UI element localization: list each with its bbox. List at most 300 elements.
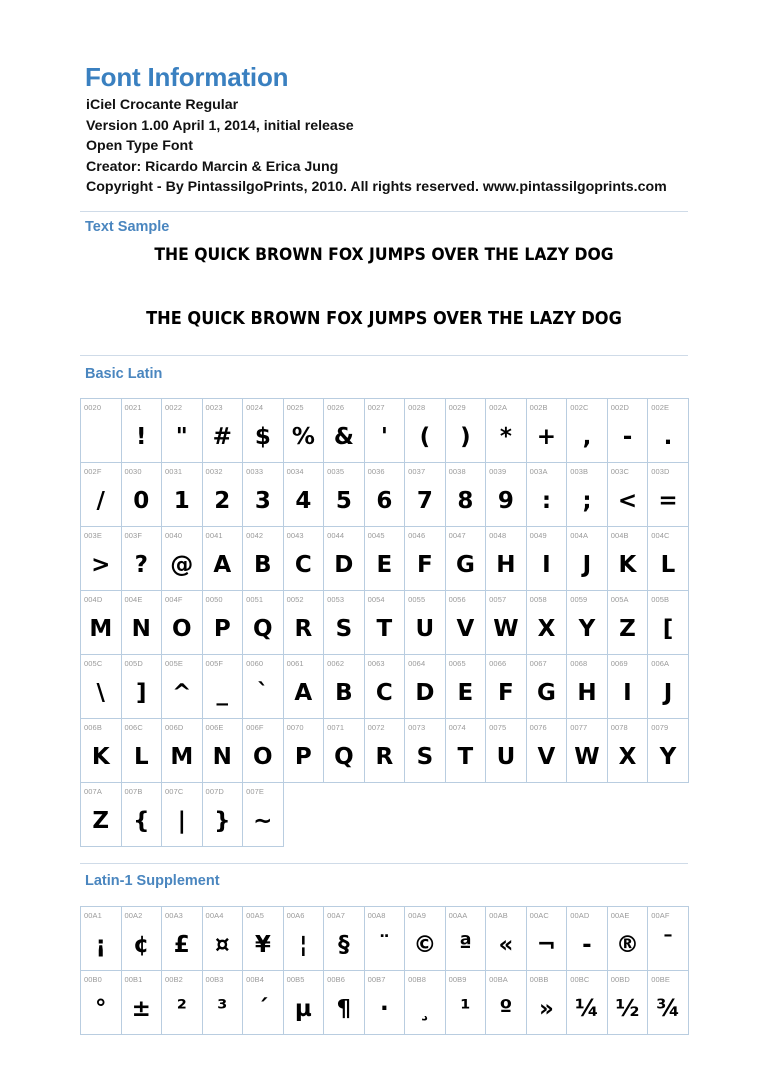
glyph-char: Z: [92, 808, 110, 834]
glyph-code: 00A3: [165, 911, 183, 920]
glyph-code: 0074: [448, 723, 466, 732]
glyph-cell: [122, 971, 163, 1035]
glyph-code: 0034: [286, 467, 304, 476]
glyph-char: ,: [582, 424, 592, 450]
glyph-cell: [608, 463, 649, 527]
glyph-char: >: [91, 552, 111, 578]
glyph-cell: [243, 655, 284, 719]
glyph-cell: [486, 907, 527, 971]
glyph-char: P: [294, 744, 312, 770]
glyph-cell: [243, 527, 284, 591]
glyph-cell: [608, 907, 649, 971]
glyph-char: Z: [619, 616, 636, 642]
glyph-cell: [203, 591, 244, 655]
glyph-code: 004F: [165, 595, 183, 604]
glyph-cell: [446, 527, 487, 591]
glyph-code: 002E: [651, 403, 670, 412]
glyph-code: 0073: [408, 723, 426, 732]
glyph-code: 0037: [408, 467, 426, 476]
glyph-cell: [203, 527, 244, 591]
glyph-cell: [243, 971, 284, 1035]
glyph-cell: [203, 971, 244, 1035]
glyph-code: 002C: [570, 403, 589, 412]
glyph-code: 0039: [489, 467, 507, 476]
glyph-cell: [243, 399, 284, 463]
basic-latin-heading: Basic Latin: [85, 366, 163, 382]
page-title: Font Information: [85, 62, 289, 92]
glyph-char: 8: [457, 488, 474, 514]
glyph-char: «: [498, 932, 514, 958]
glyph-cell: [324, 591, 365, 655]
section-divider: [80, 863, 688, 864]
glyph-cell: [527, 655, 568, 719]
glyph-code: 005D: [124, 659, 143, 668]
glyph-cell: [284, 971, 325, 1035]
glyph-char: 7: [416, 488, 433, 514]
glyph-code: 0023: [205, 403, 223, 412]
glyph-char: 9: [497, 488, 514, 514]
glyph-cell: [648, 591, 689, 655]
glyph-code: 0061: [286, 659, 304, 668]
glyph-cell: [405, 463, 446, 527]
glyph-code: 0076: [529, 723, 547, 732]
glyph-code: 002F: [84, 467, 102, 476]
glyph-cell: [486, 527, 527, 591]
glyph-code: 0063: [367, 659, 385, 668]
glyph-code: 00BB: [529, 975, 549, 984]
glyph-code: 0044: [327, 531, 345, 540]
glyph-cell: [648, 399, 689, 463]
glyph-cell: [486, 971, 527, 1035]
glyph-char: O: [253, 744, 273, 770]
glyph-code: 003B: [570, 467, 589, 476]
glyph-char: Q: [334, 744, 354, 770]
glyph-cell: [122, 655, 163, 719]
glyph-code: 00A4: [205, 911, 224, 920]
glyph-code: 004E: [124, 595, 143, 604]
glyph-char: |: [177, 808, 186, 834]
glyph-code: 007B: [124, 787, 143, 796]
glyph-code: 0066: [489, 659, 507, 668]
glyph-code: 0069: [610, 659, 628, 668]
glyph-code: 0079: [651, 723, 669, 732]
glyph-code: 0067: [529, 659, 547, 668]
glyph-char: =: [658, 488, 678, 514]
glyph-cell: [567, 719, 608, 783]
glyph-cell: [81, 971, 122, 1035]
text-sample-line-1: THE QUICK BROWN FOX JUMPS OVER THE LAZY DOG: [154, 245, 614, 265]
glyph-char: 5: [335, 488, 352, 514]
glyph-code: 0065: [448, 659, 466, 668]
glyph-cell: [608, 527, 649, 591]
glyph-cell: [122, 463, 163, 527]
glyph-cell: [243, 463, 284, 527]
glyph-code: 0045: [367, 531, 385, 540]
glyph-char: E: [376, 552, 393, 578]
glyph-cell: [446, 719, 487, 783]
glyph-char: G: [455, 552, 475, 578]
glyph-code: 005E: [165, 659, 183, 668]
glyph-code: 0043: [286, 531, 304, 540]
glyph-char: ¹: [460, 996, 471, 1022]
glyph-cell: [405, 527, 446, 591]
glyph-char: [: [662, 616, 674, 642]
glyph-cell: [567, 399, 608, 463]
glyph-code: 00B5: [286, 975, 305, 984]
glyph-char: ¨: [378, 932, 391, 958]
glyph-code: 006D: [165, 723, 184, 732]
glyph-cell: [243, 591, 284, 655]
glyph-code: 003A: [529, 467, 548, 476]
glyph-char: K: [91, 744, 110, 770]
glyph-code: 003F: [124, 531, 143, 540]
font-version: Version 1.00 April 1, 2014, initial release: [86, 117, 354, 134]
glyph-char: J: [582, 552, 592, 578]
glyph-char: C: [294, 552, 312, 578]
glyph-cell: [81, 719, 122, 783]
glyph-char: F: [498, 680, 514, 706]
glyph-char: H: [577, 680, 597, 706]
section-divider: [80, 355, 688, 356]
glyph-code: 004C: [651, 531, 670, 540]
glyph-char: *: [499, 424, 512, 450]
glyph-code: 0050: [205, 595, 223, 604]
glyph-char: H: [496, 552, 516, 578]
glyph-code: 0047: [448, 531, 466, 540]
glyph-cell: [446, 971, 487, 1035]
glyph-code: 00AD: [570, 911, 590, 920]
glyph-cell: [162, 463, 203, 527]
glyph-cell: [446, 591, 487, 655]
glyph-code: 002D: [610, 403, 630, 412]
glyph-code: 004A: [570, 531, 589, 540]
glyph-cell: [405, 907, 446, 971]
glyph-code: 0041: [205, 531, 223, 540]
latin1-supplement-grid: [80, 906, 689, 1035]
glyph-cell: [446, 907, 487, 971]
glyph-cell: [324, 907, 365, 971]
glyph-code: 00AC: [529, 911, 549, 920]
glyph-cell: [284, 463, 325, 527]
glyph-char: ;: [582, 488, 592, 514]
glyph-code: 00B1: [124, 975, 143, 984]
glyph-cell: [81, 783, 122, 847]
text-sample-heading: Text Sample: [85, 219, 170, 235]
glyph-code: 0032: [205, 467, 223, 476]
glyph-char: _: [216, 680, 229, 706]
glyph-code: 0071: [327, 723, 345, 732]
glyph-code: 0077: [570, 723, 588, 732]
glyph-code: 00BA: [489, 975, 508, 984]
glyph-char: ¢: [133, 932, 150, 958]
glyph-code: 006A: [651, 659, 670, 668]
glyph-cell: [446, 463, 487, 527]
font-info-block: [86, 95, 667, 198]
font-type: Open Type Font: [86, 138, 193, 154]
glyph-code: 007E: [246, 787, 264, 796]
text-sample-line-2: THE QUICK BROWN FOX JUMPS OVER THE LAZY DOG: [146, 308, 622, 329]
glyph-cell: [405, 719, 446, 783]
glyph-code: 0052: [286, 595, 304, 604]
glyph-char: W: [574, 744, 600, 770]
glyph-cell: [162, 591, 203, 655]
glyph-code: 005C: [84, 659, 103, 668]
glyph-char: L: [660, 552, 676, 578]
glyph-code: 00B4: [246, 975, 264, 984]
glyph-cell: [648, 527, 689, 591]
font-creator: Creator: Ricardo Marcin & Erica Jung: [86, 158, 339, 175]
glyph-code: 0064: [408, 659, 426, 668]
glyph-cell: [162, 655, 203, 719]
glyph-cell: [527, 399, 568, 463]
glyph-char: L: [133, 744, 149, 770]
glyph-cell: [162, 719, 203, 783]
glyph-code: 00AB: [489, 911, 508, 920]
glyph-cell: [81, 907, 122, 971]
glyph-cell: [527, 463, 568, 527]
glyph-code: 006B: [84, 723, 102, 732]
glyph-code: 00B3: [205, 975, 224, 984]
glyph-cell: [648, 971, 689, 1035]
glyph-code: 0028: [408, 403, 426, 412]
glyph-code: 0027: [367, 403, 385, 412]
glyph-cell: [365, 463, 406, 527]
glyph-char: W: [493, 616, 519, 642]
glyph-cell: [486, 655, 527, 719]
glyph-code: 0035: [327, 467, 345, 476]
glyph-char: ¥: [254, 932, 271, 958]
glyph-cell: [243, 719, 284, 783]
glyph-cell: [284, 399, 325, 463]
glyph-code: 0024: [246, 403, 264, 412]
glyph-cell: [567, 527, 608, 591]
glyph-char: }: [214, 808, 231, 834]
glyph-char: ?: [134, 552, 148, 578]
glyph-code: 006E: [205, 723, 224, 732]
glyph-char: ¯: [662, 932, 674, 958]
glyph-code: 0059: [570, 595, 588, 604]
glyph-char: .: [663, 424, 673, 450]
glyph-code: 005B: [651, 595, 670, 604]
glyph-char: B: [254, 552, 272, 578]
glyph-cell: [567, 907, 608, 971]
glyph-cell: [405, 399, 446, 463]
glyph-cell: [567, 655, 608, 719]
glyph-cell: [608, 971, 649, 1035]
glyph-char: !: [136, 424, 147, 450]
glyph-cell: [648, 907, 689, 971]
glyph-cell: [567, 463, 608, 527]
glyph-char: C: [375, 680, 393, 706]
glyph-cell: [203, 463, 244, 527]
glyph-char: @: [170, 552, 194, 578]
glyph-char: ': [380, 424, 388, 450]
glyph-cell: [608, 655, 649, 719]
glyph-code: 002A: [489, 403, 508, 412]
glyph-char: /: [96, 488, 105, 514]
font-name: iCiel Crocante Regular: [86, 97, 239, 113]
glyph-code: 0075: [489, 723, 507, 732]
glyph-code: 003D: [651, 467, 670, 476]
glyph-cell: [122, 527, 163, 591]
glyph-char: S: [335, 616, 353, 642]
glyph-code: 007A: [84, 787, 102, 796]
glyph-code: 0046: [408, 531, 426, 540]
glyph-char: ¦: [299, 932, 308, 958]
glyph-code: 00BD: [610, 975, 630, 984]
glyph-cell: [567, 591, 608, 655]
glyph-char: O: [172, 616, 192, 642]
glyph-code: 0029: [448, 403, 466, 412]
glyph-code: 00AE: [610, 911, 630, 920]
glyph-char: E: [457, 680, 474, 706]
glyph-char: K: [618, 552, 637, 578]
glyph-cell: [122, 399, 163, 463]
glyph-cell: [365, 527, 406, 591]
glyph-cell: [486, 399, 527, 463]
font-copyright: Copyright - By PintassilgoPrints, 2010. All rights reserved. www.pintassilgoprints.com: [86, 179, 667, 195]
glyph-code: 00BE: [651, 975, 670, 984]
glyph-char: T: [376, 616, 393, 642]
glyph-cell: [365, 655, 406, 719]
glyph-char: ´: [257, 996, 269, 1022]
glyph-code: 0048: [489, 531, 507, 540]
glyph-char: :: [541, 488, 552, 514]
glyph-char: 3: [254, 488, 271, 514]
glyph-cell: [162, 399, 203, 463]
glyph-code: 00A8: [367, 911, 386, 920]
glyph-cell: [405, 591, 446, 655]
glyph-char: N: [131, 616, 151, 642]
glyph-cell: [203, 719, 244, 783]
glyph-char: Q: [253, 616, 273, 642]
glyph-cell: [162, 783, 203, 847]
glyph-code: 0068: [570, 659, 588, 668]
glyph-code: 0051: [246, 595, 264, 604]
glyph-cell: [405, 655, 446, 719]
glyph-char: ²: [176, 996, 187, 1022]
glyph-cell: [405, 971, 446, 1035]
glyph-char: Y: [578, 616, 596, 642]
glyph-char: ¼: [575, 996, 599, 1022]
glyph-cell: [365, 399, 406, 463]
glyph-char: ·: [379, 996, 389, 1022]
glyph-cell: [324, 527, 365, 591]
glyph-code: 00A9: [408, 911, 427, 920]
glyph-cell: [81, 655, 122, 719]
glyph-cell: [446, 655, 487, 719]
glyph-char: I: [623, 680, 632, 706]
glyph-char: §: [338, 932, 350, 958]
glyph-char: D: [415, 680, 435, 706]
glyph-char: I: [542, 552, 551, 578]
glyph-code: 0040: [165, 531, 183, 540]
glyph-char: »: [539, 996, 554, 1022]
glyph-code: 0022: [165, 403, 183, 412]
glyph-cell: [527, 719, 568, 783]
glyph-char: 0: [133, 488, 150, 514]
glyph-char: `: [257, 680, 269, 706]
glyph-code: 0025: [286, 403, 304, 412]
glyph-code: 0062: [327, 659, 345, 668]
latin1-supplement-heading: Latin-1 Supplement: [85, 873, 220, 889]
glyph-code: 003E: [84, 531, 102, 540]
glyph-code: 0072: [367, 723, 385, 732]
glyph-cell: [527, 971, 568, 1035]
glyph-cell: [162, 971, 203, 1035]
glyph-char: ¸: [419, 996, 431, 1022]
glyph-char: A: [213, 552, 232, 578]
glyph-code: 00A7: [327, 911, 346, 920]
glyph-cell: [284, 591, 325, 655]
glyph-cell: [81, 591, 122, 655]
glyph-code: 0021: [124, 403, 142, 412]
glyph-cell: [486, 591, 527, 655]
glyph-char: M: [89, 616, 113, 642]
glyph-cell: [81, 527, 122, 591]
glyph-code: 006F: [246, 723, 264, 732]
glyph-code: 00A6: [286, 911, 305, 920]
glyph-char: ): [460, 424, 471, 450]
glyph-cell: [567, 971, 608, 1035]
glyph-cell: [324, 719, 365, 783]
glyph-code: 00A5: [246, 911, 264, 920]
glyph-cell: [486, 463, 527, 527]
glyph-code: 005F: [205, 659, 224, 668]
glyph-cell: [81, 463, 122, 527]
glyph-cell: [648, 655, 689, 719]
glyph-code: 0030: [124, 467, 142, 476]
glyph-char: %: [291, 424, 315, 450]
glyph-cell: [608, 719, 649, 783]
glyph-char: °: [95, 996, 107, 1022]
glyph-char: &: [333, 424, 354, 450]
glyph-code: 00B2: [165, 975, 183, 984]
glyph-char: +: [536, 424, 557, 450]
glyph-cell: [203, 399, 244, 463]
glyph-char: Y: [659, 744, 677, 770]
glyph-code: 00B7: [367, 975, 386, 984]
glyph-char: $: [254, 424, 271, 450]
glyph-code: 0042: [246, 531, 264, 540]
glyph-cell: [284, 527, 325, 591]
glyph-code: 0049: [529, 531, 547, 540]
glyph-cell: [324, 399, 365, 463]
glyph-char: 4: [295, 488, 312, 514]
glyph-code: 00A1: [84, 911, 102, 920]
glyph-char: J: [663, 680, 673, 706]
glyph-cell: [648, 463, 689, 527]
glyph-char: R: [294, 616, 313, 642]
glyph-code: 0060: [246, 659, 264, 668]
glyph-char: £: [173, 932, 190, 958]
glyph-char: S: [416, 744, 434, 770]
glyph-cell: [608, 399, 649, 463]
glyph-code: 00B9: [448, 975, 467, 984]
glyph-cell: [203, 655, 244, 719]
glyph-char: F: [417, 552, 433, 578]
glyph-cell: [324, 463, 365, 527]
glyph-char: {: [133, 808, 150, 834]
glyph-char: ]: [136, 680, 147, 706]
glyph-cell: [324, 971, 365, 1035]
glyph-char: ¾: [656, 996, 680, 1022]
glyph-code: 0038: [448, 467, 466, 476]
glyph-char: N: [212, 744, 232, 770]
glyph-code: 006C: [124, 723, 143, 732]
glyph-code: 0055: [408, 595, 426, 604]
glyph-char: G: [536, 680, 556, 706]
